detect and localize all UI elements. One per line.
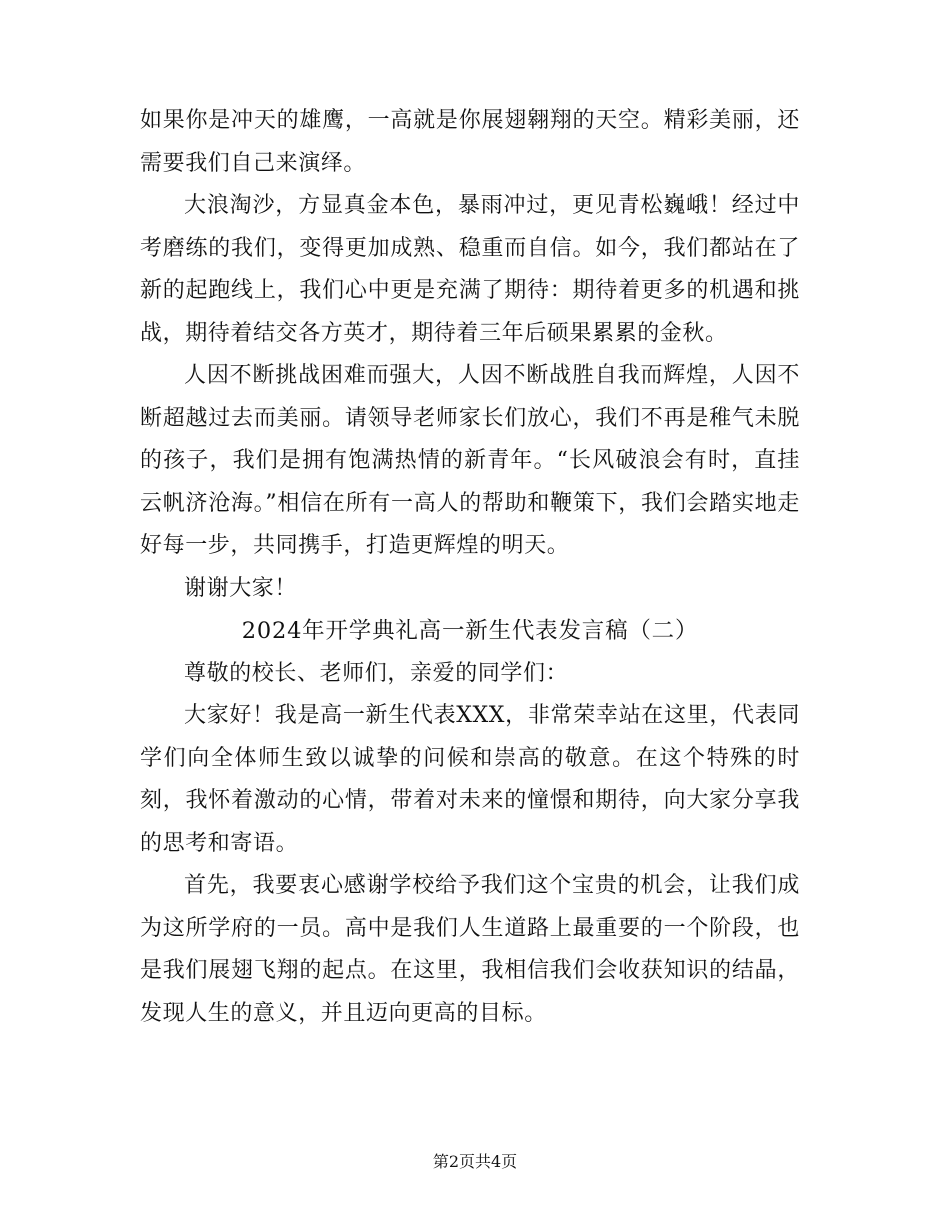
paragraph: 人因不断挑战困难而强大，人因不断战胜自我而辉煌，人因不断超越过去而美丽。请领导老师家长们放心，我们不再是稚气未脱的孩子，我们是拥有饱满热情的新青年。“长风破浪会有时，直挂云帆济沧海。”相信在所有一高人的帮助和鞭策下，我们会踏实地走好每一步，共同携手，打造更辉煌的明天。	[140, 363, 800, 558]
document-body	[140, 100, 800, 1035]
page-number: 第2页共4页	[432, 1152, 518, 1171]
paragraph: 大家好！我是高一新生代表XXX，非常荣幸站在这里，代表同学们向全体师生致以诚挚的问候和崇高的敬意。在这个特殊的时刻，我怀着激动的心情，带着对未来的憧憬和期待，向大家分享我的思考和寄语。	[140, 703, 800, 856]
closing-remark: 谢谢大家！	[184, 575, 298, 601]
paragraph: 大浪淘沙，方显真金本色，暴雨冲过，更见青松巍峨！经过中考磨练的我们，变得更加成熟、稳重而自信。如今，我们都站在了新的起跑线上，我们心中更是充满了期待：期待着更多的机遇和挑战，期待着结交各方英才，期待着三年后硕果累累的金秋。	[140, 193, 800, 346]
section-title: 2024年开学典礼高一新生代表发言稿（二）	[241, 618, 699, 644]
paragraph: 首先，我要衷心感谢学校给予我们这个宝贵的机会，让我们成为这所学府的一员。高中是我们人生道路上最重要的一个阶段，也是我们展翅飞翔的起点。在这里，我相信我们会收获知识的结晶，发现人生的意义，并且迈向更高的目标。	[140, 873, 800, 1026]
paragraph-continued: 如果你是冲天的雄鹰，一高就是你展翅翱翔的天空。精彩美丽，还需要我们自己来演绎。	[140, 108, 800, 176]
salutation: 尊敬的校长、老师们，亲爱的同学们：	[184, 660, 569, 686]
